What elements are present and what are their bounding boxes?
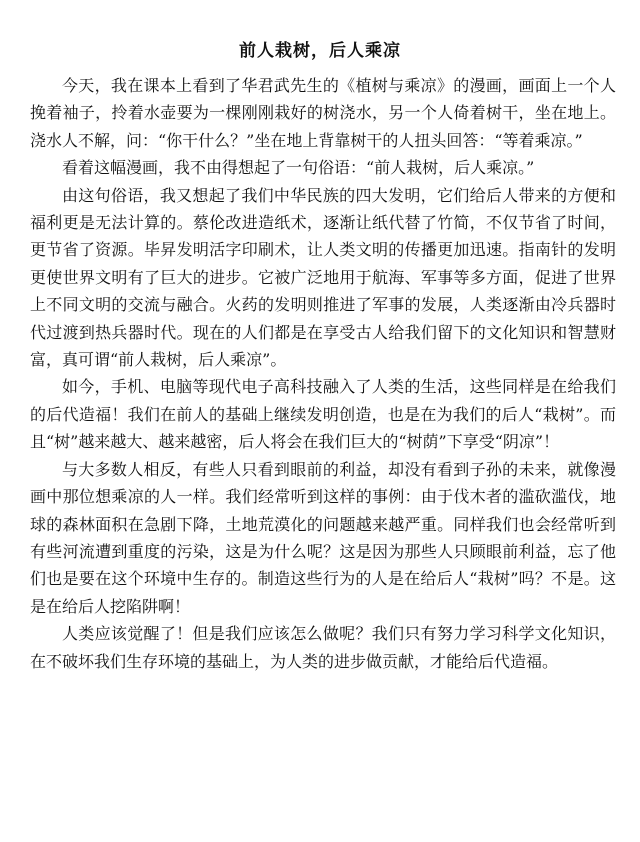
essay-body xyxy=(30,72,616,675)
paragraph-1: 今天，我在课本上看到了华君武先生的《植树与乘凉》的漫画，画面上一个人挽着袖子，拎着水壶要为一棵刚刚栽好的树浇水，另一个人倚着树干，坐在地上。浇水人不解，问：“你干什么？”坐在地上背靠树干的人扭头回答：“等着乘凉。” xyxy=(30,76,616,150)
paragraph-4: 如今，手机、电脑等现代电子高科技融入了人类的生活，这些同样是在给我们的后代造福！我们在前人的基础上继续发明创造，也是在为我们的后人“栽树”。而且“树”越来越大、越来越密，后人将会在我们巨大的“树荫”下享受“阴凉”！ xyxy=(30,377,616,452)
paragraph-3: 由这句俗语，我又想起了我们中华民族的四大发明，它们给后人带来的方便和福利更是无法计算的。蔡伦改进造纸术，逐渐让纸代替了竹简，不仅节省了时间，更节省了资源。毕昇发明活字印刷术，让人类文明的传播更加迅速。指南针的发明更使世界文明有了巨大的进步。它被广泛地用于航海、军事等多方面，促进了世界上不同文明的交流与融合。火药的发明则推进了军事的发展，人类逐渐由冷兵器时代过渡到热兵器时代。现在的人们都是在享受古人给我们留下的文化知识和智慧财富，真可谓“前人栽树，后人乘凉”。 xyxy=(30,185,616,370)
paragraph-6: 人类应该觉醒了！但是我们应该怎么做呢？我们只有努力学习科学文化知识，在不破坏我们生存环境的基础上，为人类的进步做贡献，才能给后代造福。 xyxy=(30,624,616,671)
paragraph-5: 与大多数人相反，有些人只看到眼前的利益，却没有看到子孙的未来，就像漫画中那位想乘凉的人一样。我们经常听到这样的事例：由于伐木者的滥砍滥伐，地球的森林面积在急剧下降，土地荒漠化的问题越来越严重。同样我们也会经常听到有些河流遭到重度的污染，这是为什么呢？这是因为那些人只顾眼前利益，忘了他们也是要在这个环境中生存的。制造这些行为的人是在给后人“栽树”吗？不是。这是在给后人挖陷阱啊！ xyxy=(30,459,616,616)
essay-title: 前人栽树，后人乘凉 xyxy=(239,41,401,61)
paragraph-2: 看着这幅漫画，我不由得想起了一句俗语：“前人栽树，后人乘凉。” xyxy=(62,158,535,178)
